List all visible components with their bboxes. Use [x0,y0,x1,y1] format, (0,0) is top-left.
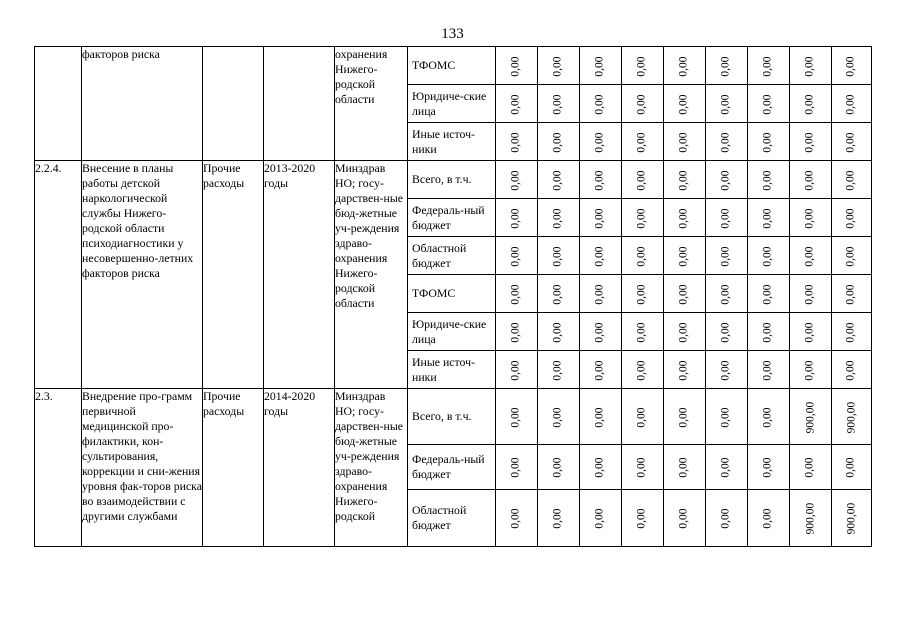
amount: 0,00 [678,283,690,305]
value-cell [832,161,872,199]
amount: 0,00 [510,93,522,115]
value-cell [664,161,706,199]
item-name-cell [82,47,203,161]
item-code-cell [35,389,82,547]
value-cell [580,123,622,161]
amount: 900,00 [845,502,857,535]
expense-type-cell [203,161,264,389]
amount: 0,00 [720,406,732,428]
value-cell [496,123,538,161]
amount: 0,00 [510,131,522,153]
amount: 900,00 [804,401,816,433]
funding-source: Всего, в т.ч. [408,161,496,199]
expense-type: Прочие расходы [203,161,245,190]
amount: 0,00 [510,508,522,529]
amount: 0,00 [552,55,564,77]
amount: 0,00 [678,457,690,478]
value-cell [706,490,748,547]
value-cell [748,199,790,237]
expense-type: Прочие расходы [203,389,245,418]
value-cell [706,85,748,123]
value-cell [664,237,706,275]
value-cell [790,199,832,237]
amount: 0,00 [845,321,857,343]
amount: 0,00 [804,55,816,77]
amount: 0,00 [845,359,857,381]
amount: 0,00 [845,283,857,305]
value-cell [790,445,832,490]
amount: 0,00 [845,55,857,77]
value-cell [622,351,664,389]
item-name: Внедрение про-грамм первичной медицинской про-филактики, кон-сультирования, коррекции и сни-жения уровня фак-торов риска во взаимодействии с другими службами [82,389,202,523]
amount: 0,00 [552,457,564,478]
amount: 0,00 [720,93,732,115]
value-cell [622,389,664,445]
amount: 0,00 [636,93,648,115]
value-cell [538,161,580,199]
amount: 0,00 [510,245,522,267]
amount: 0,00 [552,283,564,305]
amount: 0,00 [804,93,816,115]
executor-cell [335,389,408,547]
value-cell [748,85,790,123]
value-cell [664,85,706,123]
amount: 0,00 [594,93,606,115]
value-cell [706,123,748,161]
amount: 900,00 [804,502,816,535]
value-cell [538,490,580,547]
amount: 0,00 [594,359,606,381]
value-cell [496,199,538,237]
amount: 0,00 [552,508,564,529]
value-cell [538,351,580,389]
amount: 0,00 [594,321,606,343]
amount: 0,00 [720,207,732,229]
value-cell [790,313,832,351]
amount: 0,00 [845,245,857,267]
amount: 0,00 [804,169,816,191]
value-cell [622,199,664,237]
amount: 0,00 [845,207,857,229]
funding-source: Иные источ-ники [408,351,496,389]
value-cell [580,351,622,389]
value-cell [832,389,872,445]
amount: 0,00 [552,93,564,115]
item-code: 2.3. [35,389,53,403]
value-cell [496,351,538,389]
value-cell [622,445,664,490]
period: 2014-2020 годы [264,389,316,418]
value-cell [496,445,538,490]
value-cell [748,161,790,199]
executor-cell [335,47,408,161]
value-cell [664,47,706,85]
value-cell [706,47,748,85]
amount: 0,00 [762,283,774,305]
amount: 0,00 [510,55,522,77]
period: 2013-2020 годы [264,161,316,190]
amount: 0,00 [845,457,857,478]
value-cell [790,351,832,389]
amount: 0,00 [678,245,690,267]
value-cell [832,490,872,547]
table-row [35,161,872,199]
amount: 0,00 [552,359,564,381]
amount: 0,00 [510,207,522,229]
executor-cell [335,161,408,389]
value-cell [664,490,706,547]
item-name-cell [82,389,203,547]
amount: 0,00 [552,245,564,267]
value-cell [790,275,832,313]
table-row [35,47,872,85]
value-cell [790,161,832,199]
amount: 0,00 [762,131,774,153]
budget-table [34,46,872,547]
amount: 0,00 [594,283,606,305]
value-cell [538,199,580,237]
item-name: факторов риска [82,47,160,61]
funding-source: ТФОМС [408,47,496,85]
value-cell [538,313,580,351]
amount: 0,00 [720,508,732,529]
amount: 0,00 [762,169,774,191]
value-cell [580,161,622,199]
amount: 0,00 [762,321,774,343]
amount: 0,00 [636,169,648,191]
amount: 0,00 [720,55,732,77]
amount: 0,00 [804,283,816,305]
amount: 0,00 [510,457,522,478]
value-cell [622,47,664,85]
amount: 0,00 [678,406,690,428]
value-cell [748,490,790,547]
amount: 0,00 [804,321,816,343]
value-cell [622,123,664,161]
amount: 0,00 [636,283,648,305]
value-cell [496,389,538,445]
amount: 0,00 [845,169,857,191]
value-cell [580,85,622,123]
value-cell [664,351,706,389]
value-cell [706,199,748,237]
amount: 0,00 [636,406,648,428]
value-cell [580,237,622,275]
funding-source: Федераль-ный бюджет [408,445,496,490]
page-number: 133 [441,26,464,42]
amount: 0,00 [636,131,648,153]
amount: 0,00 [762,55,774,77]
value-cell [496,85,538,123]
funding-source: Иные источ-ники [408,123,496,161]
amount: 0,00 [678,93,690,115]
value-cell [790,237,832,275]
value-cell [580,490,622,547]
value-cell [748,47,790,85]
value-cell [538,47,580,85]
amount: 0,00 [510,169,522,191]
value-cell [832,351,872,389]
item-code-cell [35,47,82,161]
amount: 0,00 [720,457,732,478]
funding-source: Юридиче-ские лица [408,85,496,123]
value-cell [748,123,790,161]
funding-source: ТФОМС [408,275,496,313]
amount: 0,00 [678,207,690,229]
amount: 0,00 [510,359,522,381]
value-cell [664,275,706,313]
value-cell [580,275,622,313]
amount: 0,00 [804,207,816,229]
amount: 0,00 [510,283,522,305]
value-cell [580,313,622,351]
expense-type-cell [203,389,264,547]
value-cell [832,237,872,275]
value-cell [790,490,832,547]
amount: 0,00 [594,55,606,77]
value-cell [622,313,664,351]
value-cell [790,47,832,85]
value-cell [496,490,538,547]
amount: 0,00 [678,321,690,343]
value-cell [706,275,748,313]
value-cell [538,389,580,445]
value-cell [538,85,580,123]
value-cell [622,237,664,275]
amount: 0,00 [552,207,564,229]
funding-source: Федераль-ный бюджет [408,199,496,237]
value-cell [496,313,538,351]
value-cell [706,351,748,389]
value-cell [622,490,664,547]
amount: 0,00 [594,131,606,153]
value-cell [538,445,580,490]
executor: Минздрав НО; госу-дарствен-ные бюд-жетные уч-реждения здраво-охранения Нижего-родской [335,389,403,523]
period-cell [264,161,335,389]
amount: 0,00 [678,169,690,191]
item-code-cell [35,161,82,389]
value-cell [748,313,790,351]
value-cell [790,389,832,445]
executor: охранения Нижего-родской области [335,47,388,106]
amount: 0,00 [762,457,774,478]
value-cell [832,313,872,351]
amount: 0,00 [804,359,816,381]
value-cell [622,275,664,313]
value-cell [538,123,580,161]
amount: 0,00 [804,245,816,267]
amount: 0,00 [720,131,732,153]
amount: 0,00 [678,55,690,77]
value-cell [832,47,872,85]
amount: 0,00 [594,508,606,529]
value-cell [748,351,790,389]
period-cell [264,47,335,161]
amount: 0,00 [845,93,857,115]
item-name-cell [82,161,203,389]
value-cell [664,199,706,237]
value-cell [580,445,622,490]
value-cell [622,85,664,123]
value-cell [496,237,538,275]
amount: 0,00 [552,321,564,343]
amount: 0,00 [845,131,857,153]
value-cell [664,123,706,161]
amount: 0,00 [804,131,816,153]
amount: 0,00 [594,169,606,191]
amount: 0,00 [762,359,774,381]
value-cell [832,275,872,313]
amount: 0,00 [678,131,690,153]
amount: 0,00 [552,406,564,428]
amount: 0,00 [552,131,564,153]
value-cell [580,47,622,85]
expense-type-cell [203,47,264,161]
value-cell [832,199,872,237]
amount: 0,00 [594,457,606,478]
value-cell [706,389,748,445]
value-cell [832,123,872,161]
amount: 0,00 [510,406,522,428]
amount: 0,00 [636,321,648,343]
funding-source: Областной бюджет [408,490,496,547]
funding-source: Юридиче-ские лица [408,313,496,351]
value-cell [496,161,538,199]
value-cell [538,237,580,275]
amount: 0,00 [720,169,732,191]
value-cell [496,275,538,313]
amount: 0,00 [678,508,690,529]
table-row [35,389,872,445]
value-cell [706,313,748,351]
value-cell [664,445,706,490]
value-cell [706,445,748,490]
value-cell [664,313,706,351]
amount: 0,00 [720,283,732,305]
amount: 0,00 [594,245,606,267]
value-cell [748,275,790,313]
amount: 0,00 [678,359,690,381]
value-cell [832,445,872,490]
amount: 0,00 [636,245,648,267]
value-cell [580,389,622,445]
amount: 0,00 [762,207,774,229]
amount: 0,00 [720,245,732,267]
amount: 0,00 [636,508,648,529]
amount: 0,00 [636,207,648,229]
value-cell [538,275,580,313]
amount: 0,00 [720,359,732,381]
funding-source: Всего, в т.ч. [408,389,496,445]
amount: 0,00 [762,245,774,267]
amount: 0,00 [636,457,648,478]
amount: 0,00 [510,321,522,343]
value-cell [790,123,832,161]
value-cell [706,237,748,275]
amount: 0,00 [762,93,774,115]
value-cell [790,85,832,123]
value-cell [664,389,706,445]
period-cell [264,389,335,547]
value-cell [832,85,872,123]
amount: 0,00 [804,457,816,478]
amount: 0,00 [636,55,648,77]
amount: 0,00 [552,169,564,191]
amount: 0,00 [594,406,606,428]
amount: 0,00 [636,359,648,381]
amount: 0,00 [594,207,606,229]
executor: Минздрав НО; госу-дарствен-ные бюд-жетные уч-реждения здраво-охранения Нижего-родской области [335,161,403,310]
value-cell [496,47,538,85]
amount: 0,00 [720,321,732,343]
amount: 0,00 [762,406,774,428]
value-cell [748,389,790,445]
amount: 0,00 [762,508,774,529]
value-cell [622,161,664,199]
value-cell [748,237,790,275]
value-cell [748,445,790,490]
funding-source: Областной бюджет [408,237,496,275]
amount: 900,00 [845,401,857,433]
value-cell [706,161,748,199]
item-code: 2.2.4. [35,161,62,175]
value-cell [580,199,622,237]
item-name: Внесение в планы работы детской наркологической службы Нижего-родской области психодиагностики у несовершенно-летних факторов риска [82,161,194,280]
